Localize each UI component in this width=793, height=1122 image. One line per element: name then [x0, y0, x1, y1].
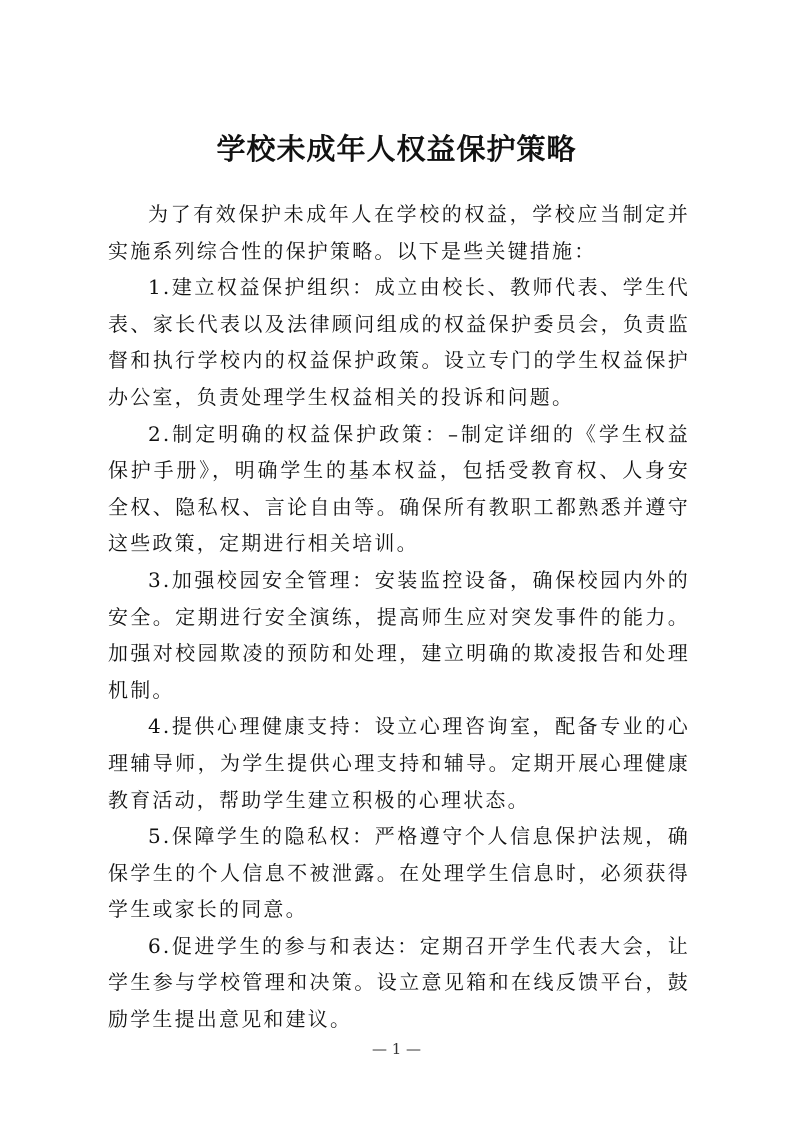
measure-paragraph-2: 2.制定明确的权益保护政策：–制定详细的《学生权益保护手册》，明确学生的基本权益，包括受教育权、人身安全权、隐私权、言论自由等。确保所有教职工都熟悉并遵守这些政策，定期进行相关培训。: [108, 421, 690, 556]
measure-paragraph-5: 5.保障学生的隐私权：严格遵守个人信息保护法规，确保学生的个人信息不被泄露。在处理学生信息时，必须获得学生或家长的同意。: [108, 824, 690, 922]
measure-paragraph-4: 4.提供心理健康支持：设立心理咨询室，配备专业的心理辅导师，为学生提供心理支持和辅导。定期开展心理健康教育活动，帮助学生建立积极的心理状态。: [108, 714, 690, 812]
intro-paragraph: 为了有效保护未成年人在学校的权益，学校应当制定并实施系列综合性的保护策略。以下是些关键措施：: [108, 202, 690, 263]
measure-paragraph-1: 1.建立权益保护组织：成立由校长、教师代表、学生代表、家长代表以及法律顾问组成的权益保护委员会，负责监督和执行学校内的权益保护政策。设立专门的学生权益保护办公室，负责处理学生权益相关的投诉和问题。: [108, 275, 690, 409]
measure-paragraph-3: 3.加强校园安全管理：安装监控设备，确保校园内外的安全。定期进行安全演练，提高师生应对突发事件的能力。加强对校园欺凌的预防和处理，建立明确的欺凌报告和处理机制。: [108, 567, 690, 702]
page-number: — 1 —: [371, 1040, 422, 1058]
document-body: [108, 196, 690, 1038]
measure-paragraph-6: 6.促进学生的参与和表达：定期召开学生代表大会，让学生参与学校管理和决策。设立意见箱和在线反馈平台，鼓励学生提出意见和建议。: [108, 933, 690, 1032]
document-title: 学校未成年人权益保护策略: [216, 132, 577, 167]
